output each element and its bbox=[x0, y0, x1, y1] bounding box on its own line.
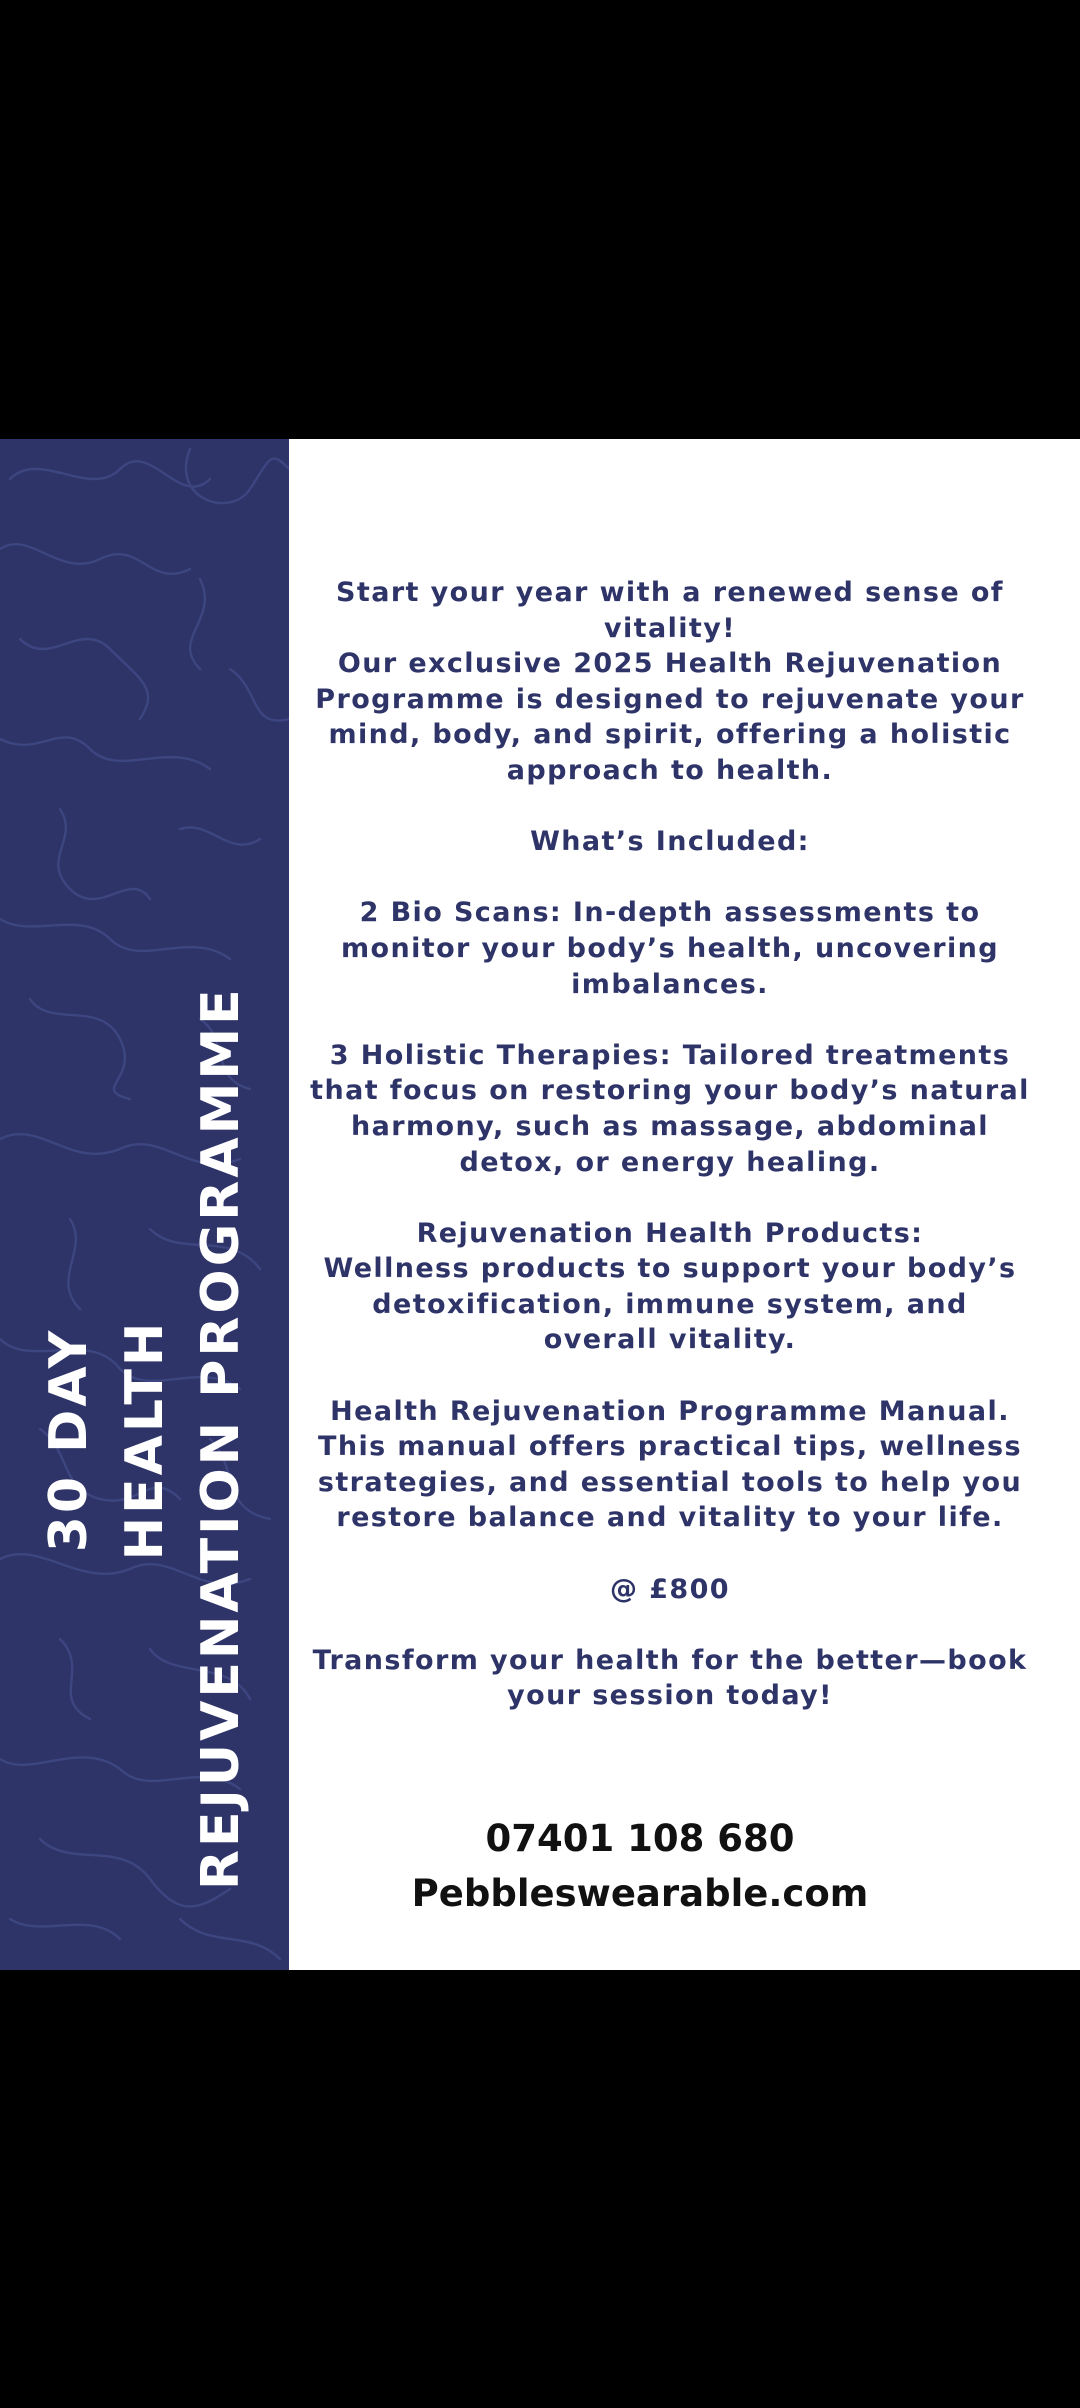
manual-item: Health Rejuvenation Programme Manual. This manual offers practical tips, wellness strategies, and essential tools to help you restore balance and vitality to your life. bbox=[317, 1395, 1023, 1534]
content-panel bbox=[290, 439, 1080, 1970]
title-line-3: REJUVENATION PROGRAMME bbox=[191, 986, 251, 1890]
call-to-action: Transform your health for the better—book your session today! bbox=[312, 1644, 1028, 1712]
products-heading: Rejuvenation Health Products: bbox=[416, 1217, 924, 1249]
website-link[interactable]: Pebbleswearable.com bbox=[411, 1872, 869, 1915]
title-line-1: 30 DAY bbox=[39, 1327, 99, 1553]
intro-headline: Start your year with a renewed sense of vitality! bbox=[336, 577, 1004, 644]
therapies-item: 3 Holistic Therapies: Tailored treatments that focus on restoring your body’s natural harmony, such as massage, abdominal detox, or energy healing. bbox=[310, 1039, 1030, 1178]
body-text bbox=[310, 575, 1030, 1714]
flyer bbox=[0, 439, 1080, 1970]
bio-scans-item: 2 Bio Scans: In-depth assessments to monitor your body’s health, uncovering imbalances. bbox=[341, 897, 999, 1000]
intro-paragraph: Our exclusive 2025 Health Rejuvenation Programme is designed to rejuvenate your mind, body, and spirit, offering a holistic approach to health. bbox=[315, 648, 1025, 786]
vertical-title bbox=[31, 986, 259, 1890]
included-heading: What’s Included: bbox=[530, 826, 810, 858]
title-band bbox=[0, 439, 289, 1970]
title-line-2: HEALTH bbox=[115, 1319, 175, 1561]
price: @ £800 bbox=[610, 1573, 730, 1605]
phone-number[interactable]: 07401 108 680 bbox=[485, 1817, 795, 1860]
products-item: Wellness products to support your body’s detoxification, immune system, and overall vitality. bbox=[323, 1253, 1017, 1356]
